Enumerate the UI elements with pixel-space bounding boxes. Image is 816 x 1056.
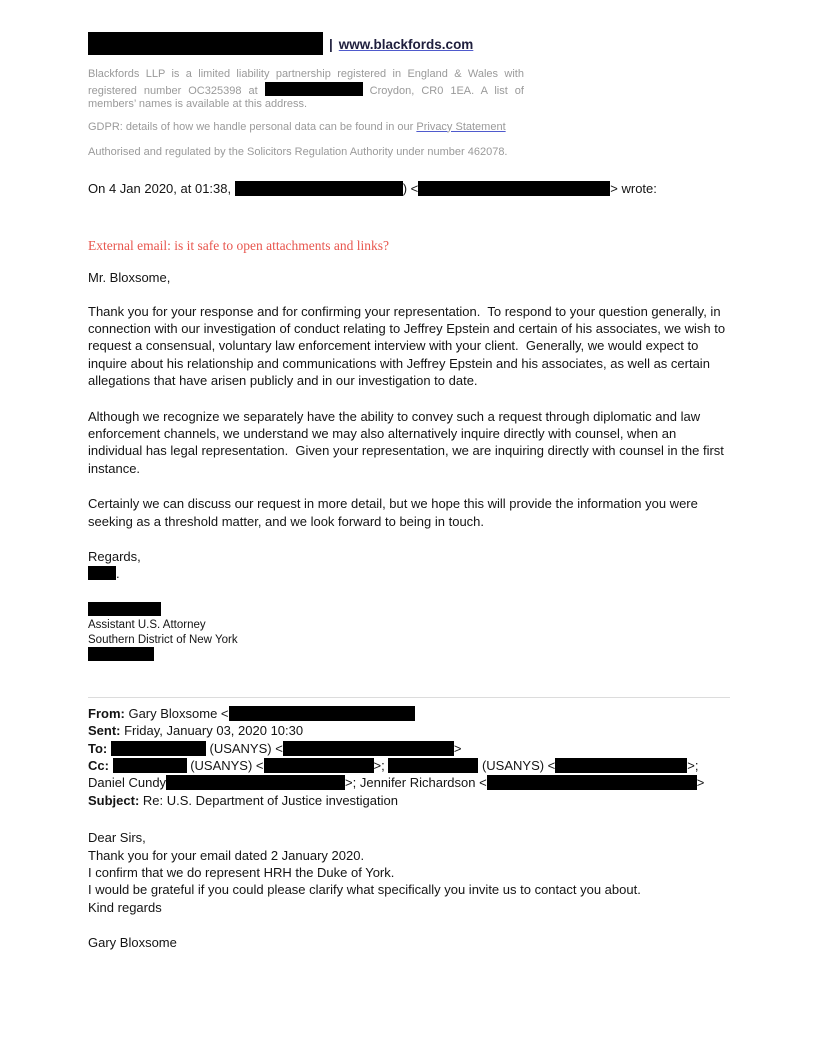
from-value <box>125 706 415 721</box>
from-label: From: <box>88 705 125 721</box>
quoted-body-line: Dear Sirs, <box>88 830 146 846</box>
body-paragraph-2: Although we recognize we separately have the ability to convey such a request through diplomatic and law enforcement channels, we understand we may also alternatively inquire directly with counsel, when an individual has legal representation. Given your representation, we are inquiring directly with counsel in the first instance. <box>88 408 728 476</box>
redaction-bar <box>283 741 454 756</box>
external-email-warning: External email: is it safe to open attachments and links? <box>88 237 390 253</box>
subject-line <box>88 792 730 809</box>
redaction-bar <box>265 82 363 96</box>
from-line <box>88 705 730 722</box>
redaction-bar <box>388 758 478 773</box>
text-segment: . <box>116 566 120 582</box>
cc-line <box>88 757 730 792</box>
quoted-body-sender-name: Gary Bloxsome <box>88 934 177 950</box>
sent-value: Friday, January 03, 2020 10:30 <box>120 723 304 739</box>
sra-line: Authorised and regulated by the Solicitors Regulation Authority under number 462078. <box>88 146 508 158</box>
redaction-bar <box>166 775 345 790</box>
privacy-statement-link[interactable]: Privacy Statement <box>416 120 506 133</box>
closing-signoff-redaction <box>88 565 730 582</box>
sent-label: Sent: <box>88 723 121 739</box>
text-segment: > <box>696 775 705 791</box>
gdpr-text: GDPR: details of how we handle personal data can be found in our <box>88 120 417 133</box>
text-segment: Blackfords LLP is a limited liability partnership registered in England & Wales with registered number OC325398 at <box>88 68 524 97</box>
salutation: Mr. Bloxsome, <box>88 269 171 285</box>
text-segment: (USANYS) < <box>205 740 283 756</box>
quoted-body <box>88 829 730 951</box>
quoted-body-line: Kind regards <box>88 899 162 915</box>
subject-value: Re: U.S. Department of Justice investigation <box>139 792 398 808</box>
redaction-bar <box>111 741 206 756</box>
redaction-bar <box>235 181 403 196</box>
signature-office: Southern District of New York <box>88 633 238 646</box>
redaction-bar <box>88 566 116 580</box>
text-segment: ) < <box>402 180 419 196</box>
gdpr-line <box>88 121 524 135</box>
letterhead-redaction <box>88 37 323 52</box>
redaction-bar <box>418 181 610 196</box>
text-segment: >; Jennifer Richardson < <box>345 775 487 791</box>
redaction-bar <box>88 32 323 55</box>
signature-name-redaction <box>88 602 730 619</box>
subject-label: Subject: <box>88 792 140 808</box>
separator: | <box>329 37 333 52</box>
text-segment: > <box>453 740 462 756</box>
redaction-bar <box>487 775 697 790</box>
to-line <box>88 740 730 757</box>
reply-attribution-line <box>88 181 730 196</box>
registration-text <box>88 68 524 112</box>
body-paragraph-1: Thank you for your response and for confirming your representation. To respond to your question generally, in connection with our investigation of conduct relating to Jeffrey Epstein and certain of his associates, we wish to request a consensual, voluntary law enforcement interview with your client. Generally, we would expect to inquire about his relationship and communications with Jeffrey Epstein and his associates, as well as certain allegations that have arisen publicly and in our investigation to date. <box>88 303 729 389</box>
redaction-bar <box>264 758 374 773</box>
quoted-body-line: Thank you for your email dated 2 January 2020. <box>88 847 365 863</box>
quoted-body-line: I would be grateful if you could please clarify what specifically you invite us to contact you about. <box>88 882 641 898</box>
text-segment: (USANYS) < <box>478 758 556 773</box>
text-segment: Gary Bloxsome < <box>124 705 229 721</box>
cc-label: Cc: <box>88 758 109 773</box>
cc-value <box>88 758 704 790</box>
disclaimer-block <box>88 68 524 160</box>
quoted-body-line: I confirm that we do represent HRH the Duke of York. <box>88 865 395 881</box>
text-segment: > wrote: <box>610 180 657 196</box>
redaction-bar <box>88 602 161 616</box>
redaction-bar <box>88 647 154 661</box>
signature-block <box>88 602 730 664</box>
message-body <box>88 303 730 530</box>
sent-line <box>88 722 730 739</box>
text-segment: Croydon, CR0 1EA. A list of members’ names is available at this address. <box>88 84 524 110</box>
signature-phone-redaction <box>88 647 730 664</box>
signature-title: Assistant U.S. Attorney <box>88 619 206 632</box>
to-label: To: <box>88 740 108 756</box>
quoted-mail-headers <box>88 705 730 809</box>
text-segment: >; Daniel Cundy <box>88 758 699 791</box>
redaction-bar <box>555 758 687 773</box>
body-paragraph-3: Certainly we can discuss our request in more detail, but we hope this will provide the information you were seeking as a threshold matter, and we look forward to being in touch. <box>88 496 702 529</box>
redaction-bar <box>229 706 415 721</box>
closing: Regards, <box>88 548 141 564</box>
website-link[interactable]: www.blackfords.com <box>338 37 474 52</box>
letterhead <box>88 32 730 55</box>
text-segment: >; <box>373 758 389 773</box>
to-value <box>107 741 461 756</box>
text-segment: (USANYS) < <box>186 758 264 773</box>
text-segment: On 4 Jan 2020, at 01:38, <box>88 180 235 196</box>
divider <box>88 697 730 698</box>
redaction-bar <box>113 758 187 773</box>
quoted-body-blank-line <box>88 916 730 933</box>
